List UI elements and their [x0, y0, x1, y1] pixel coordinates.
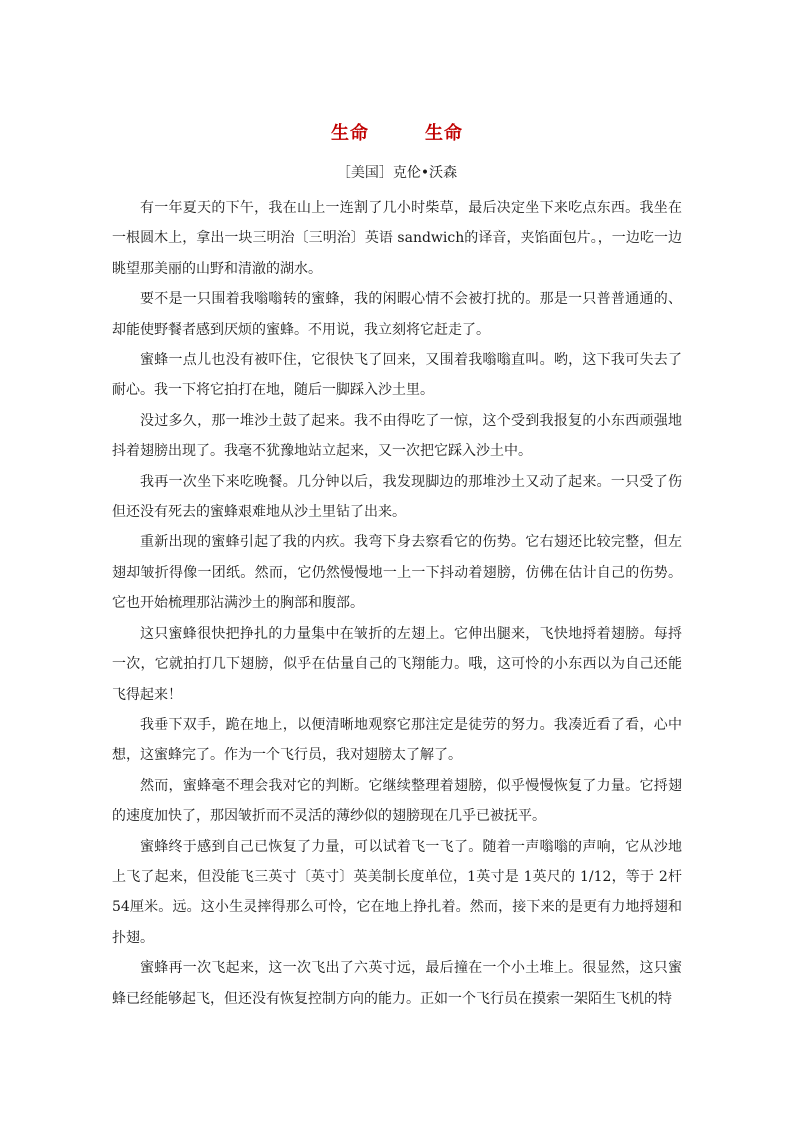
paragraph: 蜜蜂再一次飞起来，这一次飞出了六英寸远，最后撞在一个小土堆上。很显然，这只蜜蜂已经能够起飞，但还没有恢复控制方向的能力。正如一个飞行员在摸索一架陌生飞机的特	[112, 960, 682, 1007]
paragraph: 有一年夏天的下午，我在山上一连割了几小时柴草，最后决定坐下来吃点东西。我坐在一根圆木上，拿出一块三明治〔三明治〕英语 sandwich的译音，夹馅面包片。，一边吃一边眺望那美丽的山野和清澈的湖水。	[112, 200, 682, 277]
paragraph: 没过多久，那一堆沙土鼓了起来。我不由得吃了一惊，这个受到我报复的小东西顽强地抖着翅膀出现了。我毫不犹豫地站立起来，又一次把它踩入沙土中。	[112, 412, 682, 460]
paragraph: 我再一次坐下来吃晚餐。几分钟以后，我发现脚边的那堆沙土又动了起来。一只受了伤但还没有死去的蜜蜂艰难地从沙土里钻了出来。	[112, 473, 682, 521]
paragraph: 然而，蜜蜂毫不理会我对它的判断。它继续整理着翅膀，似乎慢慢恢复了力量。它捋翅的速度加快了，那因皱折而不灵活的薄纱似的翅膀现在几乎已被抚平。	[112, 777, 682, 825]
article-body	[112, 193, 682, 1014]
title-part-2: 生命	[425, 123, 463, 144]
paragraph: 蜜蜂一点儿也没有被吓住，它很快飞了回来，又围着我嗡嗡直叫。哟，这下我可失去了耐心。我一下将它拍打在地，随后一脚踩入沙土里。	[112, 352, 682, 399]
paragraph: 这只蜜蜂很快把挣扎的力量集中在皱折的左翅上。它伸出腿来，飞快地捋着翅膀。每捋一次，它就拍打几下翅膀，似乎在估量自己的飞翔能力。哦，这可怜的小东西以为自己还能飞得起来！	[112, 625, 682, 703]
paragraph: 我垂下双手，跪在地上，以便清晰地观察它那注定是徒劳的努力。我凑近看了看，心中想，这蜜蜂完了。作为一个飞行员，我对翅膀太了解了。	[112, 716, 682, 764]
paragraph: 要不是一只围着我嗡嗡转的蜜蜂，我的闲暇心情不会被打扰的。那是一只普普通通的、却能使野餐者感到厌烦的蜜蜂。不用说，我立刻将它赶走了。	[112, 291, 682, 338]
paragraph: 蜜蜂终于感到自己已恢复了力量，可以试着飞一飞了。随着一声嗡嗡的声响，它从沙地上飞了起来，但没能飞三英寸〔英寸〕英美制长度单位，1英寸是 1英尺的 1/12，等于 2杆54厘米。远。这小生灵摔得那么可怜，它在地上挣扎着。然而，接下来的是更有力地捋翅和扑翅。	[112, 838, 682, 946]
title-part-1: 生命	[331, 123, 369, 144]
author-line: ［美国］克伦•沃森	[336, 165, 458, 181]
paragraph: 重新出现的蜜蜂引起了我的内疚。我弯下身去察看它的伤势。它右翅还比较完整，但左翅却皱折得像一团纸。然而，它仍然慢慢地一上一下抖动着翅膀，仿佛在估计自己的伤势。它也开始梳理那沾满沙土的胸部和腹部。	[112, 534, 682, 612]
page-title	[0, 119, 794, 145]
